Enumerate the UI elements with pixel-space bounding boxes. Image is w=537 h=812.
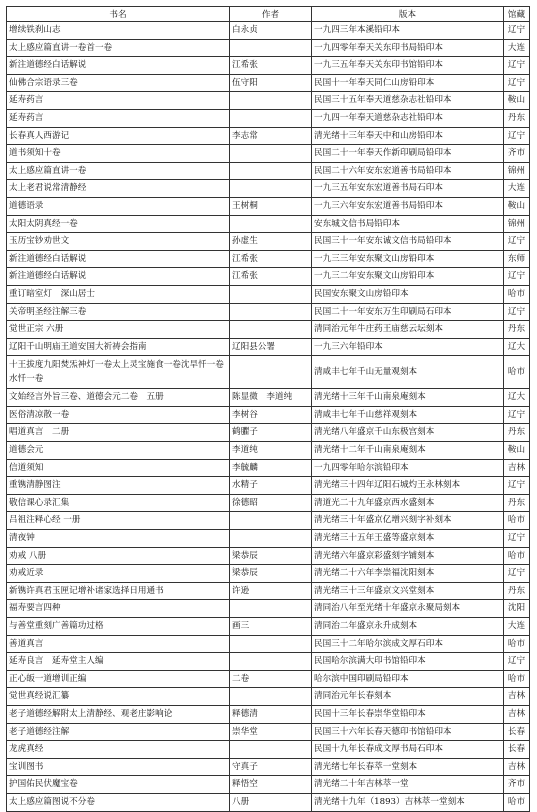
author-cell: 李树谷 (230, 406, 312, 424)
author-cell (230, 180, 312, 198)
library-cell: 丹东 (504, 321, 530, 339)
author-cell: 孙虚生 (230, 233, 312, 251)
library-cell: 吉林 (504, 688, 530, 706)
author-cell: 李道纯 (230, 442, 312, 460)
edition-cell: 清光绪八年盛京千山东极宫刻本 (312, 424, 504, 442)
library-cell: 辽宁 (504, 57, 530, 75)
book-title-cell: 劝戒近录 (7, 565, 230, 583)
author-cell: 江希张 (230, 250, 312, 268)
book-title-cell: 重订暗室灯 深山居士 (7, 285, 230, 303)
author-cell: 白永贞 (230, 22, 312, 40)
edition-cell: 一九三五年奉天关东印书馆铅印本 (312, 57, 504, 75)
table-row (7, 180, 530, 198)
table-row (7, 57, 530, 75)
library-cell: 辽宁 (504, 74, 530, 92)
library-cell: 哈市 (504, 356, 530, 389)
library-cell: 辽宁 (504, 127, 530, 145)
edition-cell: 一九三六年安东宏道善书局铅印本 (312, 197, 504, 215)
author-cell (230, 162, 312, 180)
library-cell: 辽宁 (504, 303, 530, 321)
book-title-cell: 信道须知 (7, 459, 230, 477)
author-cell (230, 215, 312, 233)
library-cell: 辽宁 (504, 477, 530, 495)
edition-cell: 一九四零年奉天关东印书局铅印本 (312, 39, 504, 57)
book-title-cell: 宝训图书 (7, 758, 230, 776)
book-title-cell: 太上感应篇直讲一卷 (7, 162, 230, 180)
book-title-cell: 道书须知十卷 (7, 145, 230, 163)
author-cell: 释悟空 (230, 776, 312, 794)
author-cell (230, 530, 312, 548)
library-cell: 丹东 (504, 494, 530, 512)
library-cell: 哈市 (504, 285, 530, 303)
library-cell: 辽宁 (504, 565, 530, 583)
edition-cell: 清道光二十九年盛京西水盛刻本 (312, 494, 504, 512)
catalog-page (6, 6, 529, 812)
edition-cell: 哈尔滨中国印刷局铅印本 (312, 670, 504, 688)
author-cell: 李毓麟 (230, 459, 312, 477)
book-title-cell: 与善堂重刻广善篇功过格 (7, 618, 230, 636)
book-title-cell: 道德会元 (7, 442, 230, 460)
table-row (7, 705, 530, 723)
library-cell: 锦州 (504, 162, 530, 180)
table-row (7, 285, 530, 303)
table-row (7, 477, 530, 495)
library-cell: 大连 (504, 180, 530, 198)
edition-cell: 清光绪十三年奉天中和山房铅印本 (312, 127, 504, 145)
table-row (7, 321, 530, 339)
book-title-cell: 重镌清静图注 (7, 477, 230, 495)
table-row (7, 356, 530, 389)
table-row (7, 338, 530, 356)
book-title-cell: 太上感应篇图说不分卷 (7, 793, 230, 811)
edition-cell: 清光绪七年长春萃一堂刻本 (312, 758, 504, 776)
table-row (7, 406, 530, 424)
edition-cell: 清光绪二十六年李崇福沈阳刻本 (312, 565, 504, 583)
edition-cell: 清同治二年盛京永升成刻本 (312, 618, 504, 636)
book-title-cell: 新注道德经白话解说 (7, 57, 230, 75)
book-title-cell: 福寿要言四种 (7, 600, 230, 618)
author-cell (230, 109, 312, 127)
book-title-cell: 吕祖注释心经 一册 (7, 512, 230, 530)
library-cell: 辽宁 (504, 406, 530, 424)
author-cell: 释德清 (230, 705, 312, 723)
edition-cell: 一九三三年安东聚文山房铅印本 (312, 250, 504, 268)
catalog-table (6, 6, 530, 812)
library-cell: 沈阳 (504, 600, 530, 618)
author-cell (230, 741, 312, 759)
author-cell (230, 303, 312, 321)
book-title-cell: 善道真言 (7, 635, 230, 653)
edition-cell: 清光绪三十四年辽阳石城灼王永林刻本 (312, 477, 504, 495)
library-cell: 辽大 (504, 338, 530, 356)
author-cell (230, 39, 312, 57)
library-cell: 辽宁 (504, 22, 530, 40)
book-title-cell: 老子道德经注解 (7, 723, 230, 741)
library-cell: 哈市 (504, 793, 530, 811)
table-row (7, 758, 530, 776)
edition-cell: 一九四一年奉天道慈杂志社铅印本 (312, 109, 504, 127)
library-cell: 哈市 (504, 670, 530, 688)
edition-cell: 清光绪六年盛京彩盛刻字铺刻本 (312, 547, 504, 565)
author-cell: 二卷 (230, 670, 312, 688)
library-cell: 辽宁 (504, 268, 530, 286)
book-title-cell: 护国佑民伏魔宝卷 (7, 776, 230, 794)
table-row (7, 22, 530, 40)
library-cell: 丹东 (504, 109, 530, 127)
library-cell: 哈市 (504, 547, 530, 565)
table-row (7, 547, 530, 565)
library-cell: 大连 (504, 39, 530, 57)
author-cell (230, 356, 312, 389)
edition-cell: 一九四三年本溪铅印本 (312, 22, 504, 40)
library-cell: 长春 (504, 723, 530, 741)
author-cell (230, 600, 312, 618)
library-cell: 锦州 (504, 215, 530, 233)
edition-cell: 清咸丰七年千山无量观刻本 (312, 356, 504, 389)
book-title-cell: 道德语录 (7, 197, 230, 215)
edition-cell: 民国三十六年长春天德印书馆铅印本 (312, 723, 504, 741)
book-title-cell: 觉世正宗 六册 (7, 321, 230, 339)
table-row (7, 145, 530, 163)
table-row (7, 793, 530, 811)
table-row (7, 127, 530, 145)
author-cell: 许逊 (230, 582, 312, 600)
book-title-cell: 新镌许真君玉匣记增补诸家选择日用通书 (7, 582, 230, 600)
library-cell: 辽大 (504, 389, 530, 407)
author-cell: 辽阳县公署 (230, 338, 312, 356)
library-cell: 辽宁 (504, 530, 530, 548)
header-author: 作者 (230, 7, 312, 22)
table-row (7, 723, 530, 741)
author-cell: 梁恭辰 (230, 547, 312, 565)
book-title-cell: 增续铁刹山志 (7, 22, 230, 40)
table-row (7, 565, 530, 583)
book-title-cell: 关帝明圣经注解三卷 (7, 303, 230, 321)
library-cell: 哈市 (504, 512, 530, 530)
table-row (7, 600, 530, 618)
table-row (7, 74, 530, 92)
table-row (7, 670, 530, 688)
edition-cell: 清同治八年至光绪十年盛京永聚局刻本 (312, 600, 504, 618)
edition-cell: 清光绪三十三年盛京文兴堂刻本 (312, 582, 504, 600)
edition-cell: 一九三五年安东宏道善书局石印本 (312, 180, 504, 198)
table-row (7, 776, 530, 794)
book-title-cell: 十王拔度九阳焚炁神灯一卷太上灵宝施食一卷沈旱忏一卷水忏一卷 (7, 356, 230, 389)
edition-cell: 民国二十一年奉天作新印刷局铅印本 (312, 145, 504, 163)
book-title-cell: 新注道德经白话解说 (7, 250, 230, 268)
author-cell: 江希张 (230, 57, 312, 75)
table-row (7, 530, 530, 548)
author-cell (230, 285, 312, 303)
edition-cell: 清光绪十三年千山南泉庵刻本 (312, 389, 504, 407)
table-row (7, 389, 530, 407)
author-cell: 王树桐 (230, 197, 312, 215)
edition-cell: 清光绪三十年盛京亿增兴刻字补刻本 (312, 512, 504, 530)
table-row (7, 268, 530, 286)
header-row (7, 7, 530, 22)
table-row (7, 92, 530, 110)
library-cell: 鞍山 (504, 92, 530, 110)
header-edition: 版本 (312, 7, 504, 22)
book-title-cell: 延寿药言 (7, 92, 230, 110)
author-cell: 水精子 (230, 477, 312, 495)
edition-cell: 一九三二年安东聚文山房铅印本 (312, 268, 504, 286)
edition-cell: 一九三六年铅印本 (312, 338, 504, 356)
author-cell (230, 321, 312, 339)
author-cell (230, 145, 312, 163)
table-row (7, 215, 530, 233)
author-cell: 画三 (230, 618, 312, 636)
table-row (7, 688, 530, 706)
author-cell: 李志常 (230, 127, 312, 145)
author-cell (230, 512, 312, 530)
library-cell: 鞍山 (504, 442, 530, 460)
book-title-cell: 觉世真经说汇纂 (7, 688, 230, 706)
table-row (7, 442, 530, 460)
edition-cell: 民国哈尔滨满大印书馆铅印本 (312, 653, 504, 671)
edition-cell: 民国三十二年哈尔滨成文厚石印本 (312, 635, 504, 653)
author-cell (230, 688, 312, 706)
edition-cell: 民国十九年长春成文厚书局石印本 (312, 741, 504, 759)
edition-cell: 清光绪十二年千山南泉庵刻本 (312, 442, 504, 460)
table-row (7, 109, 530, 127)
author-cell: 江希张 (230, 268, 312, 286)
author-cell: 徐德昭 (230, 494, 312, 512)
edition-cell: 民国三十一年安东诚文信书局铅印本 (312, 233, 504, 251)
edition-cell: 民国安东聚文山房铅印本 (312, 285, 504, 303)
book-title-cell: 老子道德经解附太上清静经、观老庄影响论 (7, 705, 230, 723)
library-cell: 吉林 (504, 705, 530, 723)
library-cell: 齐市 (504, 776, 530, 794)
book-title-cell: 龙虎真经 (7, 741, 230, 759)
library-cell: 丹东 (504, 424, 530, 442)
edition-cell: 清同治元年长春刻本 (312, 688, 504, 706)
author-cell: 伍守阳 (230, 74, 312, 92)
edition-cell: 清光绪二十年吉林萃一堂 (312, 776, 504, 794)
book-title-cell: 延寿药言 (7, 109, 230, 127)
author-cell: 崇华堂 (230, 723, 312, 741)
author-cell: 守真子 (230, 758, 312, 776)
book-title-cell: 敬信课心录汇集 (7, 494, 230, 512)
book-title-cell: 唱道真言 二册 (7, 424, 230, 442)
library-cell: 鞍山 (504, 197, 530, 215)
table-row (7, 512, 530, 530)
edition-cell: 民国十一年奉天同仁山房铅印本 (312, 74, 504, 92)
table-row (7, 582, 530, 600)
book-title-cell: 正心皈一道增训正编 (7, 670, 230, 688)
author-cell: 八册 (230, 793, 312, 811)
edition-cell: 民国三十五年奉天道慈杂志社铅印本 (312, 92, 504, 110)
edition-cell: 清咸丰七年千山慈祥观刻本 (312, 406, 504, 424)
library-cell: 齐市 (504, 145, 530, 163)
library-cell: 吉林 (504, 758, 530, 776)
edition-cell: 一九四零年哈尔滨铅印本 (312, 459, 504, 477)
edition-cell: 清同治元年牛庄药王庙慈云坛刻本 (312, 321, 504, 339)
table-row (7, 459, 530, 477)
edition-cell: 民国二十一年安东万生印刷局石印本 (312, 303, 504, 321)
table-row (7, 424, 530, 442)
book-title-cell: 太阳太阴真经一卷 (7, 215, 230, 233)
library-cell: 大连 (504, 618, 530, 636)
edition-cell: 民国二十六年安东宏道善书局铅印本 (312, 162, 504, 180)
book-title-cell: 清夜钟 (7, 530, 230, 548)
edition-cell: 民国十三年长春崇华堂铅印本 (312, 705, 504, 723)
table-row (7, 653, 530, 671)
table-row (7, 250, 530, 268)
book-title-cell: 仙佛合宗语录三卷 (7, 74, 230, 92)
author-cell (230, 92, 312, 110)
table-row (7, 39, 530, 57)
author-cell: 陈显微 李道纯 (230, 389, 312, 407)
book-title-cell: 新注道德经白话解说 (7, 268, 230, 286)
table-row (7, 233, 530, 251)
book-title-cell: 辽阳千山明庙王道安国大祈祷会指南 (7, 338, 230, 356)
author-cell: 鹤臞子 (230, 424, 312, 442)
table-row (7, 197, 530, 215)
edition-cell: 清光绪三十五年王盛等盛京刻本 (312, 530, 504, 548)
library-cell: 丹东 (504, 582, 530, 600)
table-row (7, 494, 530, 512)
book-title-cell: 太上感应篇直讲一卷首一卷 (7, 39, 230, 57)
table-row (7, 303, 530, 321)
book-title-cell: 文始经言外旨三卷、道德会元二卷 五册 (7, 389, 230, 407)
table-row (7, 741, 530, 759)
library-cell: 辽宁 (504, 233, 530, 251)
author-cell (230, 653, 312, 671)
library-cell: 辽宁 (504, 653, 530, 671)
table-row (7, 618, 530, 636)
book-title-cell: 劝戒 八册 (7, 547, 230, 565)
author-cell: 梁恭辰 (230, 565, 312, 583)
table-row (7, 635, 530, 653)
library-cell: 哈市 (504, 635, 530, 653)
edition-cell: 清光绪十九年（1893）吉林萃一堂刻本 (312, 793, 504, 811)
book-title-cell: 延寿良言 延寿堂主人编 (7, 653, 230, 671)
book-title-cell: 医俗清凉散一卷 (7, 406, 230, 424)
library-cell: 长春 (504, 741, 530, 759)
edition-cell: 安东城文信书局铅印本 (312, 215, 504, 233)
library-cell: 东师 (504, 250, 530, 268)
library-cell: 吉林 (504, 459, 530, 477)
book-title-cell: 长春真人西游记 (7, 127, 230, 145)
book-title-cell: 玉历宝钞劝世文 (7, 233, 230, 251)
table-row (7, 162, 530, 180)
book-title-cell: 太上老君说常清静经 (7, 180, 230, 198)
author-cell (230, 635, 312, 653)
header-library: 馆藏 (504, 7, 530, 22)
header-name: 书名 (7, 7, 230, 22)
